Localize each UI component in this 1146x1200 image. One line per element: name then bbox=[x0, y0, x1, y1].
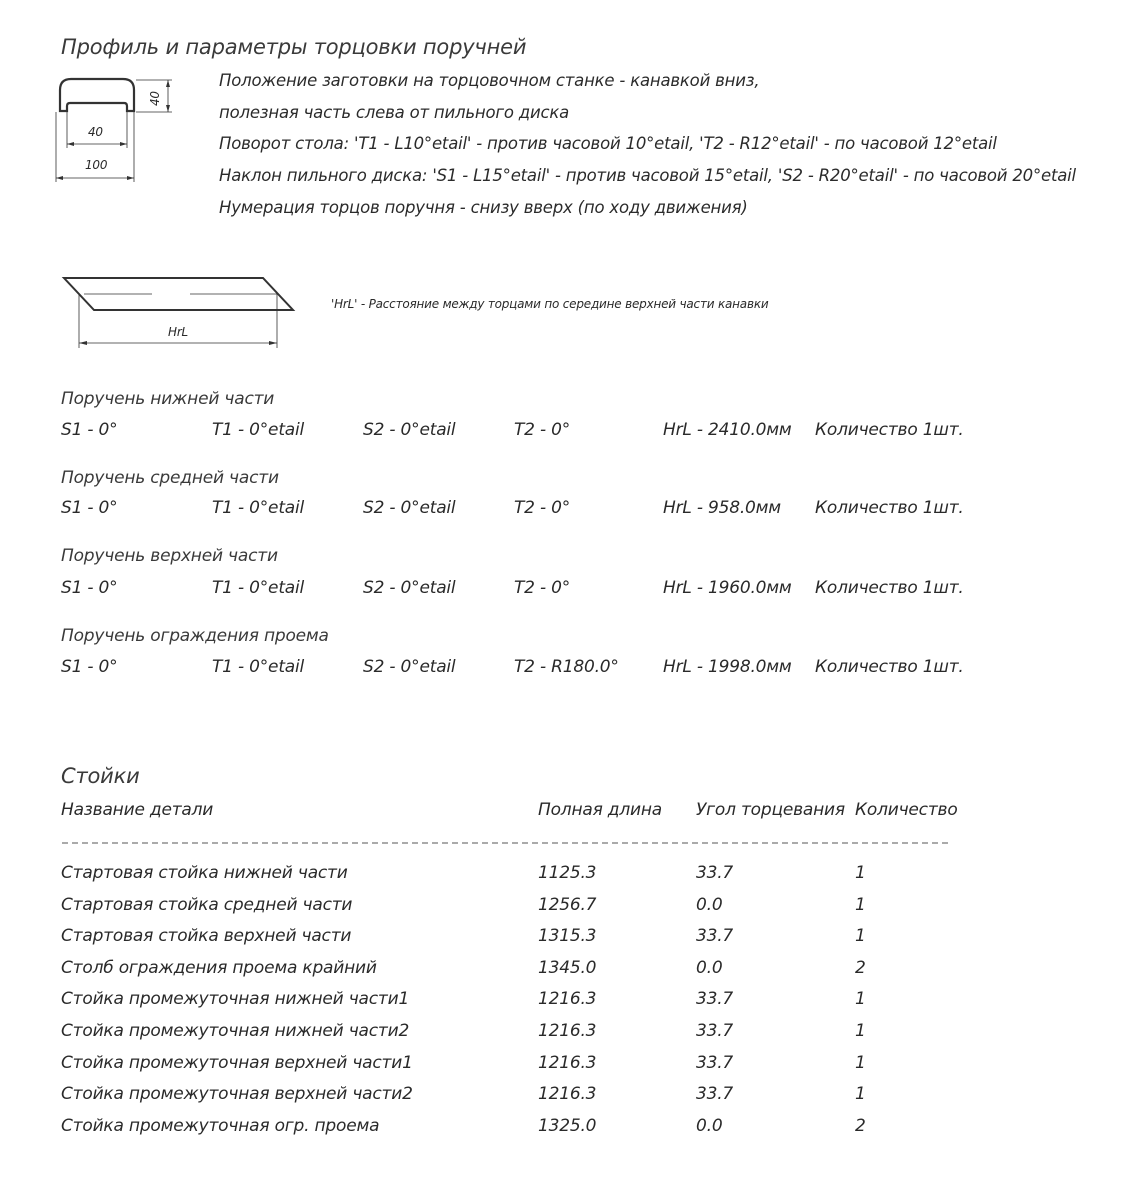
post-name: Стартовая стойка нижней части bbox=[61, 863, 348, 883]
handrail-name: Поручень верхней части bbox=[61, 546, 278, 566]
handrail-s1: S1 - 0° bbox=[61, 578, 118, 598]
post-qty: 1 bbox=[855, 1053, 866, 1073]
handrail-t2: T2 - 0° bbox=[514, 498, 571, 518]
handrail-s2: S2 - 0°etail bbox=[363, 498, 456, 518]
description-line: Нумерация торцов поручня - снизу вверх (по ходу движения) bbox=[219, 198, 748, 217]
handrail-s1: S1 - 0° bbox=[61, 657, 118, 677]
handrail-t2: T2 - 0° bbox=[514, 578, 571, 598]
post-name: Стойка промежуточная огр. проема bbox=[61, 1116, 380, 1136]
post-name: Стойка промежуточная верхней части2 bbox=[61, 1084, 413, 1104]
post-name: Стойка промежуточная верхней части1 bbox=[61, 1053, 413, 1073]
handrail-s2: S2 - 0°etail bbox=[363, 420, 456, 440]
post-qty: 2 bbox=[855, 1116, 866, 1136]
handrail-t1: T1 - 0°etail bbox=[212, 657, 305, 677]
post-length: 1325.0 bbox=[538, 1116, 597, 1136]
handrail-name: Поручень ограждения проема bbox=[61, 626, 329, 646]
description-line: полезная часть слева от пильного диска bbox=[219, 103, 570, 122]
description-line: Положение заготовки на торцовочном станке - канавкой вниз, bbox=[219, 71, 760, 90]
post-angle: 0.0 bbox=[696, 1116, 723, 1136]
post-name: Столб ограждения проема крайний bbox=[61, 958, 377, 978]
post-angle: 33.7 bbox=[696, 1084, 734, 1104]
hrl-dim-label: HrL bbox=[168, 325, 189, 339]
post-name: Стойка промежуточная нижней части2 bbox=[61, 1021, 410, 1041]
post-length: 1125.3 bbox=[538, 863, 597, 883]
handrail-t1: T1 - 0°etail bbox=[212, 578, 305, 598]
handrail-t1: T1 - 0°etail bbox=[212, 498, 305, 518]
handrail-s1: S1 - 0° bbox=[61, 498, 118, 518]
post-qty: 1 bbox=[855, 863, 866, 883]
post-angle: 33.7 bbox=[696, 989, 734, 1009]
handrail-qty: Количество 1шт. bbox=[815, 420, 964, 440]
handrail-t2: T2 - 0° bbox=[514, 420, 571, 440]
handrail-t1: T1 - 0°etail bbox=[212, 420, 305, 440]
header-name: Название детали bbox=[61, 800, 214, 820]
handrail-qty: Количество 1шт. bbox=[815, 498, 964, 518]
post-name: Стойка промежуточная нижней части1 bbox=[61, 989, 410, 1009]
post-name: Стартовая стойка верхней части bbox=[61, 926, 352, 946]
post-length: 1216.3 bbox=[538, 1084, 597, 1104]
handrail-name: Поручень средней части bbox=[61, 468, 279, 488]
post-name: Стартовая стойка средней части bbox=[61, 895, 353, 915]
post-angle: 33.7 bbox=[696, 1021, 734, 1041]
height-dim-label: 40 bbox=[148, 91, 162, 106]
groove-dim-label: 40 bbox=[88, 125, 103, 139]
post-angle: 33.7 bbox=[696, 1053, 734, 1073]
handrail-hrl: HrL - 2410.0мм bbox=[663, 420, 792, 440]
description-line: Поворот стола: 'T1 - L10°etail' - против часовой 10°etail, 'T2 - R12°etail' - по часовой 12°etail bbox=[219, 134, 997, 153]
post-qty: 1 bbox=[855, 926, 866, 946]
header-qty: Количество bbox=[855, 800, 958, 820]
handrail-t2: T2 - R180.0° bbox=[514, 657, 619, 677]
page-title: Профиль и параметры торцовки поручней bbox=[61, 35, 527, 59]
post-length: 1216.3 bbox=[538, 1021, 597, 1041]
post-qty: 1 bbox=[855, 989, 866, 1009]
handrail-hrl: HrL - 958.0мм bbox=[663, 498, 781, 518]
post-angle: 33.7 bbox=[696, 863, 734, 883]
post-qty: 1 bbox=[855, 895, 866, 915]
post-length: 1216.3 bbox=[538, 989, 597, 1009]
handrail-s1: S1 - 0° bbox=[61, 420, 118, 440]
handrail-s2: S2 - 0°etail bbox=[363, 578, 456, 598]
post-qty: 2 bbox=[855, 958, 866, 978]
description-line: Наклон пильного диска: 'S1 - L15°etail' - против часовой 15°etail, 'S2 - R20°etail' - по часовой 20°etail bbox=[219, 166, 1076, 185]
post-length: 1256.7 bbox=[538, 895, 597, 915]
header-angle: Угол торцевания bbox=[696, 800, 845, 820]
handrail-hrl: HrL - 1960.0мм bbox=[663, 578, 792, 598]
hrl-note: 'HrL' - Расстояние между торцами по середине верхней части канавки bbox=[331, 297, 769, 311]
post-qty: 1 bbox=[855, 1084, 866, 1104]
post-angle: 33.7 bbox=[696, 926, 734, 946]
post-angle: 0.0 bbox=[696, 958, 723, 978]
post-length: 1216.3 bbox=[538, 1053, 597, 1073]
handrail-s2: S2 - 0°etail bbox=[363, 657, 456, 677]
width-dim-label: 100 bbox=[85, 158, 108, 172]
posts-title: Стойки bbox=[61, 764, 140, 788]
post-length: 1315.3 bbox=[538, 926, 597, 946]
handrail-qty: Количество 1шт. bbox=[815, 657, 964, 677]
handrail-name: Поручень нижней части bbox=[61, 389, 275, 409]
handrail-hrl: HrL - 1998.0мм bbox=[663, 657, 792, 677]
handrail-qty: Количество 1шт. bbox=[815, 578, 964, 598]
post-length: 1345.0 bbox=[538, 958, 597, 978]
post-angle: 0.0 bbox=[696, 895, 723, 915]
post-qty: 1 bbox=[855, 1021, 866, 1041]
header-length: Полная длина bbox=[538, 800, 663, 820]
